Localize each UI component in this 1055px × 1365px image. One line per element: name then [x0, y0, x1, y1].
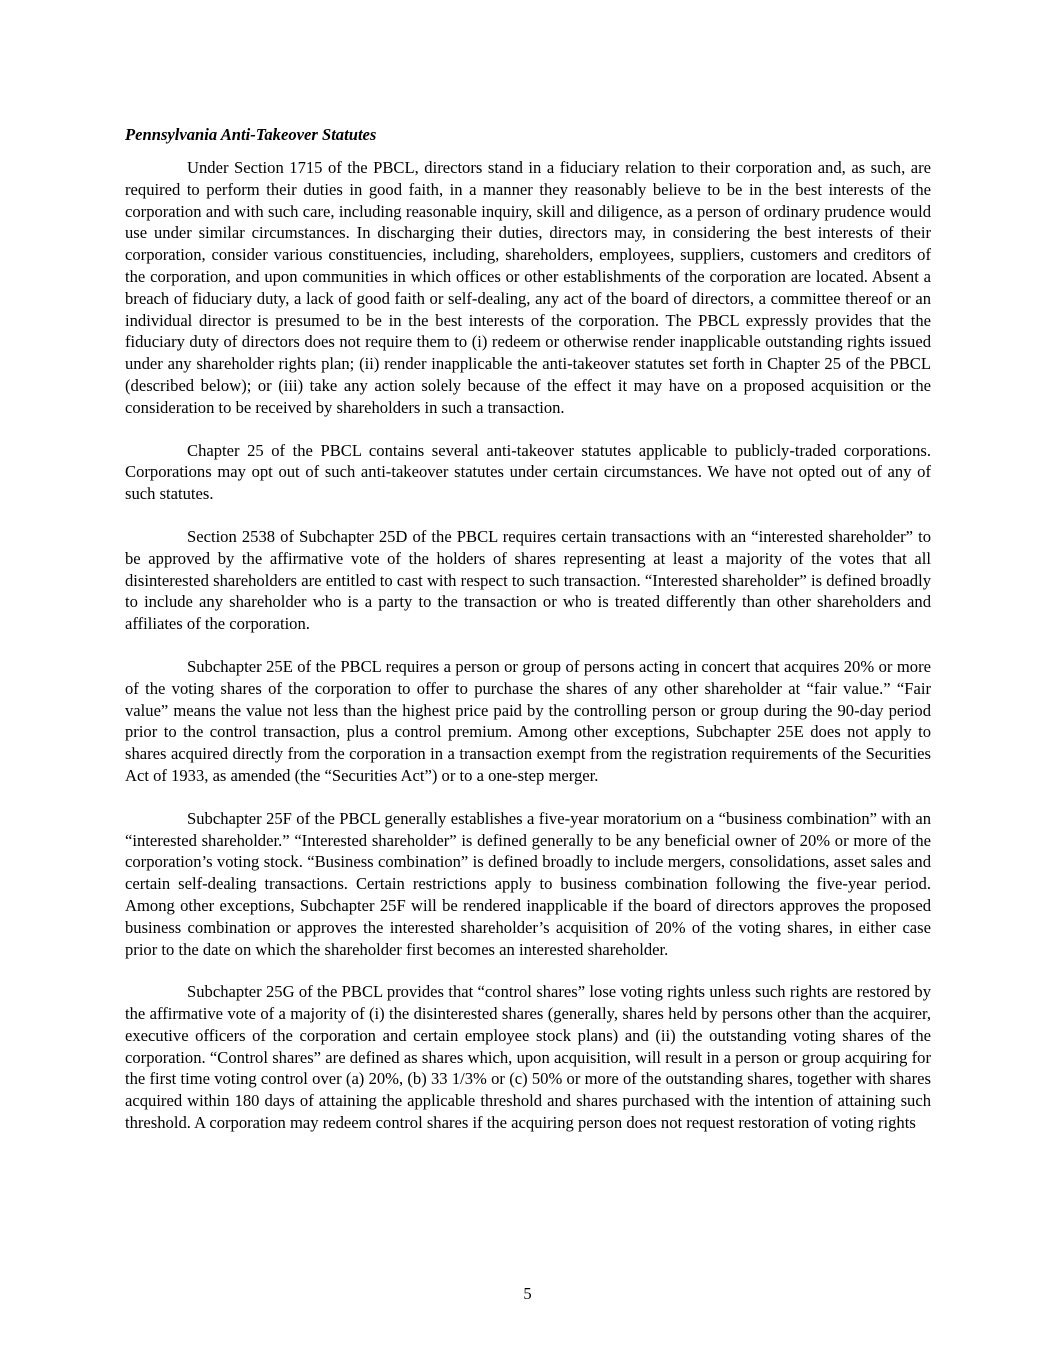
paragraph-subchapter-25e: Subchapter 25E of the PBCL requires a person or group of persons acting in concert that acquires 20% or more of the voting shares of the corporation to offer to purchase the shares of any other shareholder at “fair value.” “Fair value” means the value not less than the highest price paid by the controlling person or group during the 90-day period prior to the control transaction, plus a control premium. Among other exceptions, Subchapter 25E does not apply to shares acquired directly from the corporation in a transaction exempt from the registration requirements of the Securities Act of 1933, as amended (the “Securities Act”) or to a one-step merger.	[125, 656, 931, 785]
paragraph-subchapter-25g: Subchapter 25G of the PBCL provides that “control shares” lose voting rights unless such rights are restored by the affirmative vote of a majority of (i) the disinterested shares (generally, shares held by persons other than the acquirer, executive officers of the corporation and certain employee stock plans) and (ii) the outstanding voting shares of the corporation. “Control shares” are defined as shares which, upon acquisition, will result in a person or group acquiring for the first time voting control over (a) 20%, (b) 33 1/3% or (c) 50% or more of the outstanding shares, together with shares acquired within 180 days of attaining the applicable threshold and shares purchased with the intention of attaining such threshold. A corporation may redeem control shares if the acquiring person does not request restoration of voting rights	[125, 982, 931, 1133]
section-heading: Pennsylvania Anti-Takeover Statutes	[125, 125, 377, 144]
paragraph-chapter-25: Chapter 25 of the PBCL contains several anti-takeover statutes applicable to publicly-traded corporations. Corporations may opt out of such anti-takeover statutes under certain circumstances. We have not opted out of any of such statutes.	[125, 440, 931, 504]
paragraph-section-2538: Section 2538 of Subchapter 25D of the PBCL requires certain transactions with an “interested shareholder” to be approved by the affirmative vote of the holders of shares representing at least a majority of the votes that all disinterested shareholders are entitled to cast with respect to such transaction. “Interested shareholder” is defined broadly to include any shareholder who is a party to the transaction or who is treated differently than other shareholders and affiliates of the corporation.	[125, 526, 931, 634]
paragraph-section-1715: Under Section 1715 of the PBCL, directors stand in a fiduciary relation to their corporation and, as such, are required to perform their duties in good faith, in a manner they reasonably believe to be in the best interests of the corporation and with such care, including reasonable inquiry, skill and diligence, as a person of ordinary prudence would use under similar circumstances. In discharging their duties, directors may, in considering the best interests of their corporation, consider various constituencies, including, shareholders, employees, suppliers, customers and creditors of the corporation, and upon communities in which offices or other establishments of the corporation are located. Absent a breach of fiduciary duty, a lack of good faith or self-dealing, any act of the board of directors, a committee thereof or an individual director is presumed to be in the best interests of the corporation. The PBCL expressly provides that the fiduciary duty of directors does not require them to (i) redeem or otherwise render inapplicable outstanding rights issued under any shareholder rights plan; (ii) render inapplicable the anti-takeover statutes set forth in Chapter 25 of the PBCL (described below); or (iii) take any action solely because of the effect it may have on a proposed acquisition or the consideration to be received by shareholders in such a transaction.	[125, 158, 931, 417]
paragraph-subchapter-25f: Subchapter 25F of the PBCL generally establishes a five-year moratorium on a “business combination” with an “interested shareholder.” “Interested shareholder” is defined generally to be any beneficial owner of 20% or more of the corporation’s voting stock. “Business combination” is defined broadly to include mergers, consolidations, asset sales and certain self-dealing transactions. Certain restrictions apply to business combination following the five-year period. Among other exceptions, Subchapter 25F will be rendered inapplicable if the board of directors approves the proposed business combination or approves the interested shareholder’s acquisition of 20% of the voting shares, in either case prior to the date on which the shareholder first becomes an interested shareholder.	[125, 808, 931, 959]
document-body	[125, 124, 931, 1155]
page-number: 5	[523, 1284, 532, 1303]
